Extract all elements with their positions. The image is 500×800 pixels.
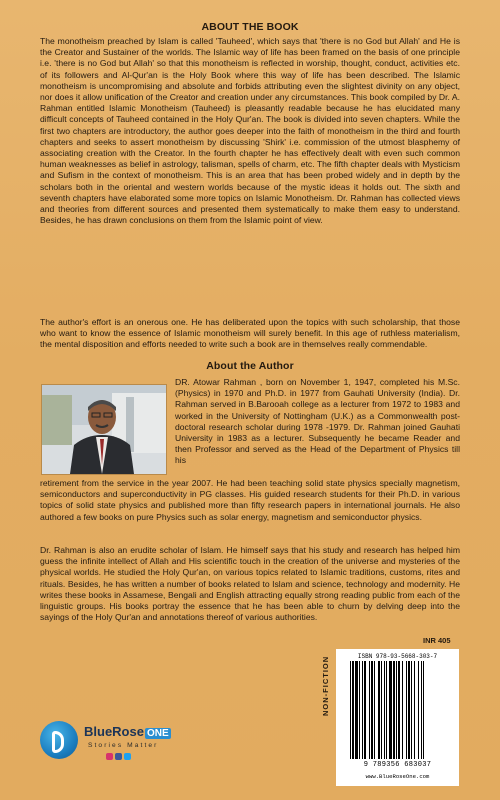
about-author-second-paragraph: Dr. Rahman is also an erudite scholar of Islam. He himself says that his study and research has helped him guess the infinite intellect of Allah and His scientific touch in the creation of the universe and mysteries of the physical worlds. He studied the Holy Qur'an, on various topics related to Islamic traditions, customs, rites and rituals. Besides, he has written a number of books related to Islam and science, technology and modernity. He writes these books in Assamese, Bengali and English attracting equally strong reading public from each of the linguistic groups. His books portray the essence that he has been able to churn by delving deep into the sayings of the Holy Qur'an and annotations thereof of various authorities.	[40, 545, 460, 623]
publisher-tagline: Stories Matter	[88, 742, 159, 749]
about-author-intro: DR. Atowar Rahman , born on November 1, 1947, completed his M.Sc. (Physics) in 1970 and Ph.D. in 1977 from Gauhati University (India). Dr. Rahman served in B.Barooah college as a lecturer from 1972 to 1983 and worked in the University of Nottingham (U.K.) as a Commonwealth post-doctoral research scholar during 1978 -1979. Dr. Rahman joined Gauhati University in 1983 as a lecturer. Subsequently he became Reader and then Professor and served as the Head of the Department of Physics till his	[175, 377, 460, 466]
barcode-icon	[350, 661, 445, 759]
social-icons	[106, 753, 131, 760]
twitter-icon	[124, 753, 131, 760]
price-label: INR 405	[423, 636, 451, 645]
isbn-label: ISBN 978-93-5668-303-7	[357, 653, 438, 660]
about-book-paragraph-2: The author's effort is an onerous one. He has deliberated upon the topics with such scholarship, that those who want to know the essence of Islamic monotheism will surely benefit. In this age of ruthless materialism, the mental disposition and efforts needed to write such a book are in themselves really commendable.	[40, 317, 460, 350]
barcode-digits: 9 789356 683037	[363, 761, 432, 769]
author-photo	[41, 384, 167, 475]
genre-label: NON-FICTION	[321, 655, 330, 716]
about-book-heading: ABOUT THE BOOK	[201, 21, 299, 33]
publisher-name-suffix: ONE	[146, 728, 169, 739]
about-author-heading: About the Author	[206, 360, 294, 372]
publisher-name	[84, 724, 171, 739]
publisher-name-main: BlueRose	[84, 724, 144, 739]
publisher-logo-mark	[40, 721, 78, 759]
about-book-paragraph-1: The monotheism preached by Islam is called 'Tauheed', which says that 'there is no God but Allah' and He is the Creator and Sustainer of the worlds. The Islamic way of life has been framed on the basis of one principle i.e. 'there is no God but Allah' so that this monotheism is reflected in worship, thought, conduct, activities etc. of its followers and Al-Qur'an is the Holy Book where this way of life has been described. The Islamic monotheism is uncompromising and absolute and forbids attributing even the slightest divinity on any object, nor does it allow unification of the Creator and creation under any circumstances. This book compiled by Dr. A. Rahman entitled Islamic Monotheism (Tauheed) is pleasantly readable because he has elucidated many difficult concepts of Tauheed contained in the Holy Qur'an. The book is divided into seven chapters. While the first two chapters are introductory, the author goes deeper into the faith of monotheism in the third and fourth chapters and seeks to assert monotheism by discussing 'Shirk' i.e. commission of the utmost blasphemy of associating creation with the Creator. In the fourth chapter he has effectively dealt with even such common human weaknesses as belief in astrology, talisman, spells of charm, etc. The fifth chapter deals with Mysticism and Sufism in the context of monotheism. This is an area that has been probed widely and in depth by the scholars both in the oriental and western worlds because of the mystic ideas it holds out. The sixth and seventh chapters have elaborated some more topics on Islamic Monotheism. Dr. Rahman has collected views and theories from different sources and presented them systematically to make them easy to understand. Besides, he has drawn conclusions on them from the Islamic point of view.	[40, 36, 460, 226]
instagram-icon	[106, 753, 113, 760]
facebook-icon	[115, 753, 122, 760]
publisher-logo	[40, 718, 180, 766]
about-author-continuation: retirement from the service in the year 2007. He had been teaching solid state physics specially magnetism, semiconductors and superconductivity in PG classes. His guided research students for their Ph.D. in various topics of solid state physics and published more than fifty research papers in international journals. He also authored a few books on pure Physics such as solar energy, magnetism and semiconductor physics.	[40, 478, 460, 522]
publisher-website: www.BlueRoseOne.com	[365, 773, 430, 780]
barcode-panel	[336, 649, 459, 786]
